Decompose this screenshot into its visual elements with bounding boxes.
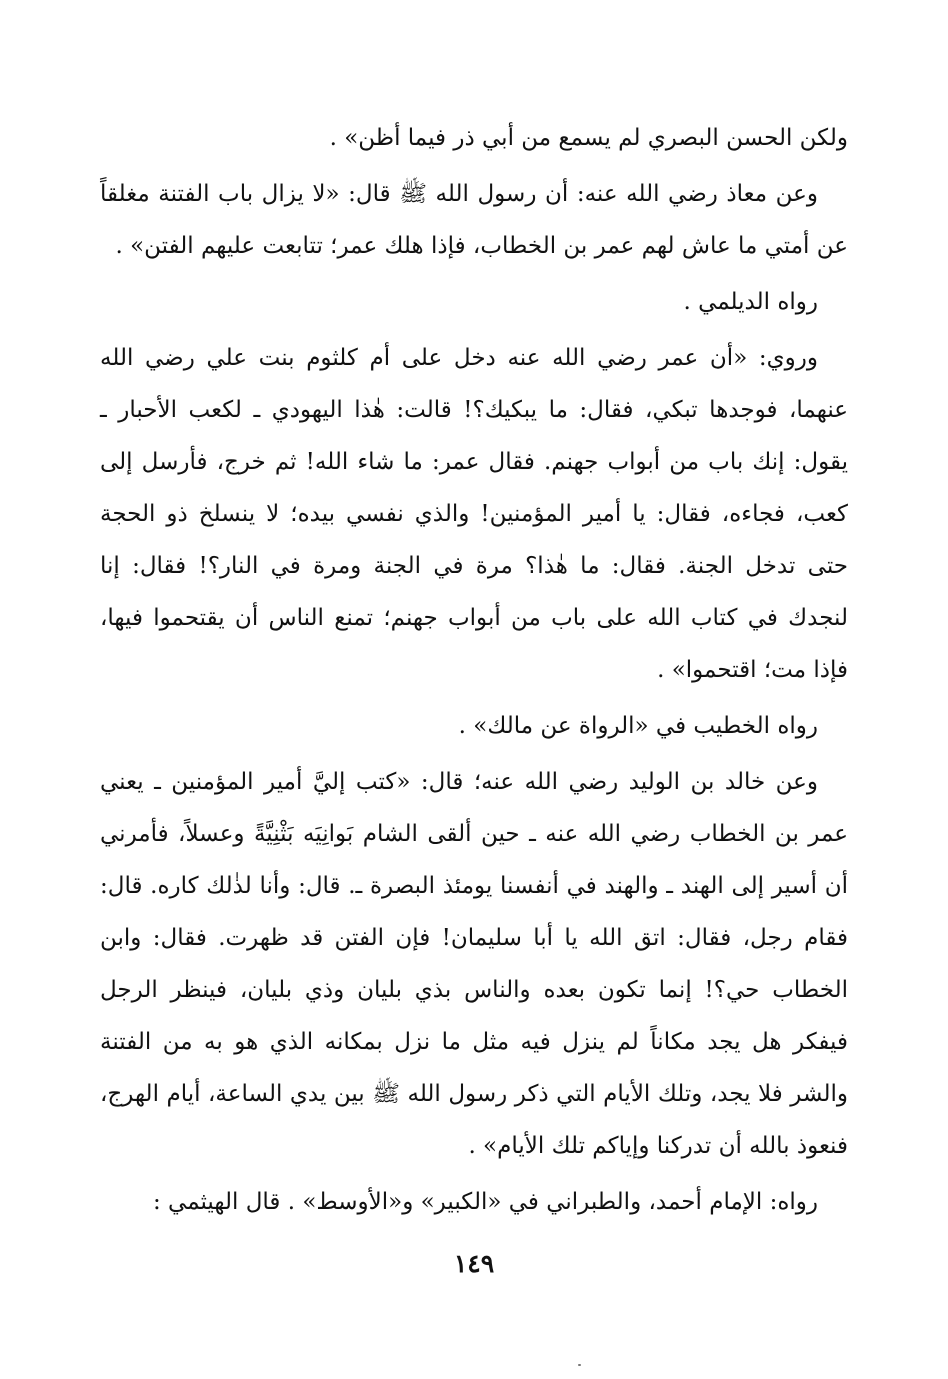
print-speck (578, 1364, 581, 1366)
paragraph-khalid-narration: وعن خالد بن الوليد رضي الله عنه؛ قال: «كتب إليَّ أمير المؤمنين ـ يعني عمر بن الخطاب رضي الله عنه ـ حين ألقى الشام بَوانِيَه بَثْنِيَّةً وعسلاً، فأمرني أن أسير إلى الهند ـ والهند في أنفسنا يومئذ البصرة ـ. قال: وأنا لذٰلك كاره. قال: فقام رجل، فقال: اتق الله يا أبا سليمان! فإن الفتن قد ظهرت. فقال: وابن الخطاب حي؟! إنما تكون بعده والناس بذي بليان وذي بليان، فينظر الرجل فيفكر هل يجد مكاناً لم ينزل فيه مثل ما نزل بمكانه الذي هو به من الفتنة والشر فلا يجد، وتلك الأيام التي ذكر رسول الله ﷺ بين يدي الساعة، أيام الهرج، فنعوذ بالله أن تدركنا وإياكم تلك الأيام» . (100, 769, 848, 1159)
paragraph-ahmad-source: رواه: الإمام أحمد، والطبراني في «الكبير» و«الأوسط» . قال الهيثمي : (152, 1189, 818, 1215)
paragraph-muadh-hadith: وعن معاذ رضي الله عنه: أن رسول الله ﷺ قال: «لا يزال باب الفتنة مغلقاً عن أمتي ما عاش لهم عمر بن الخطاب، فإذا هلك عمر؛ تتابعت عليهم الفتن» . (100, 181, 848, 259)
paragraph-khatib-source: رواه الخطيب في «الرواة عن مالك» . (458, 713, 818, 739)
paragraph-continuation: ولكن الحسن البصري لم يسمع من أبي ذر فيما أظن» . (329, 125, 848, 151)
paragraph-umar-kab-narration: وروي: «أن عمر رضي الله عنه دخل على أم كلثوم بنت علي رضي الله عنهما، فوجدها تبكي، فقال: ما يبكيك؟! قالت: هٰذا اليهودي ـ لكعب الأحبار ـ يقول: إنك باب من أبواب جهنم. فقال عمر: ما شاء الله! ثم خرج، فأرسل إلى كعب، فجاءه، فقال: يا أمير المؤمنين! والذي نفسي بيده؛ لا ينسلخ ذو الحجة حتى تدخل الجنة. فقال: ما هٰذا؟ مرة في الجنة ومرة في النار؟! فقال: إنا لنجدك في كتاب الله على باب من أبواب جهنم؛ تمنع الناس أن يقتحموا فيها، فإذا مت؛ اقتحموا» . (100, 345, 848, 683)
paragraph-daylami-source: رواه الديلمي . (683, 289, 818, 315)
page-number: ١٤٩ (453, 1249, 495, 1278)
page-body (100, 112, 848, 1232)
